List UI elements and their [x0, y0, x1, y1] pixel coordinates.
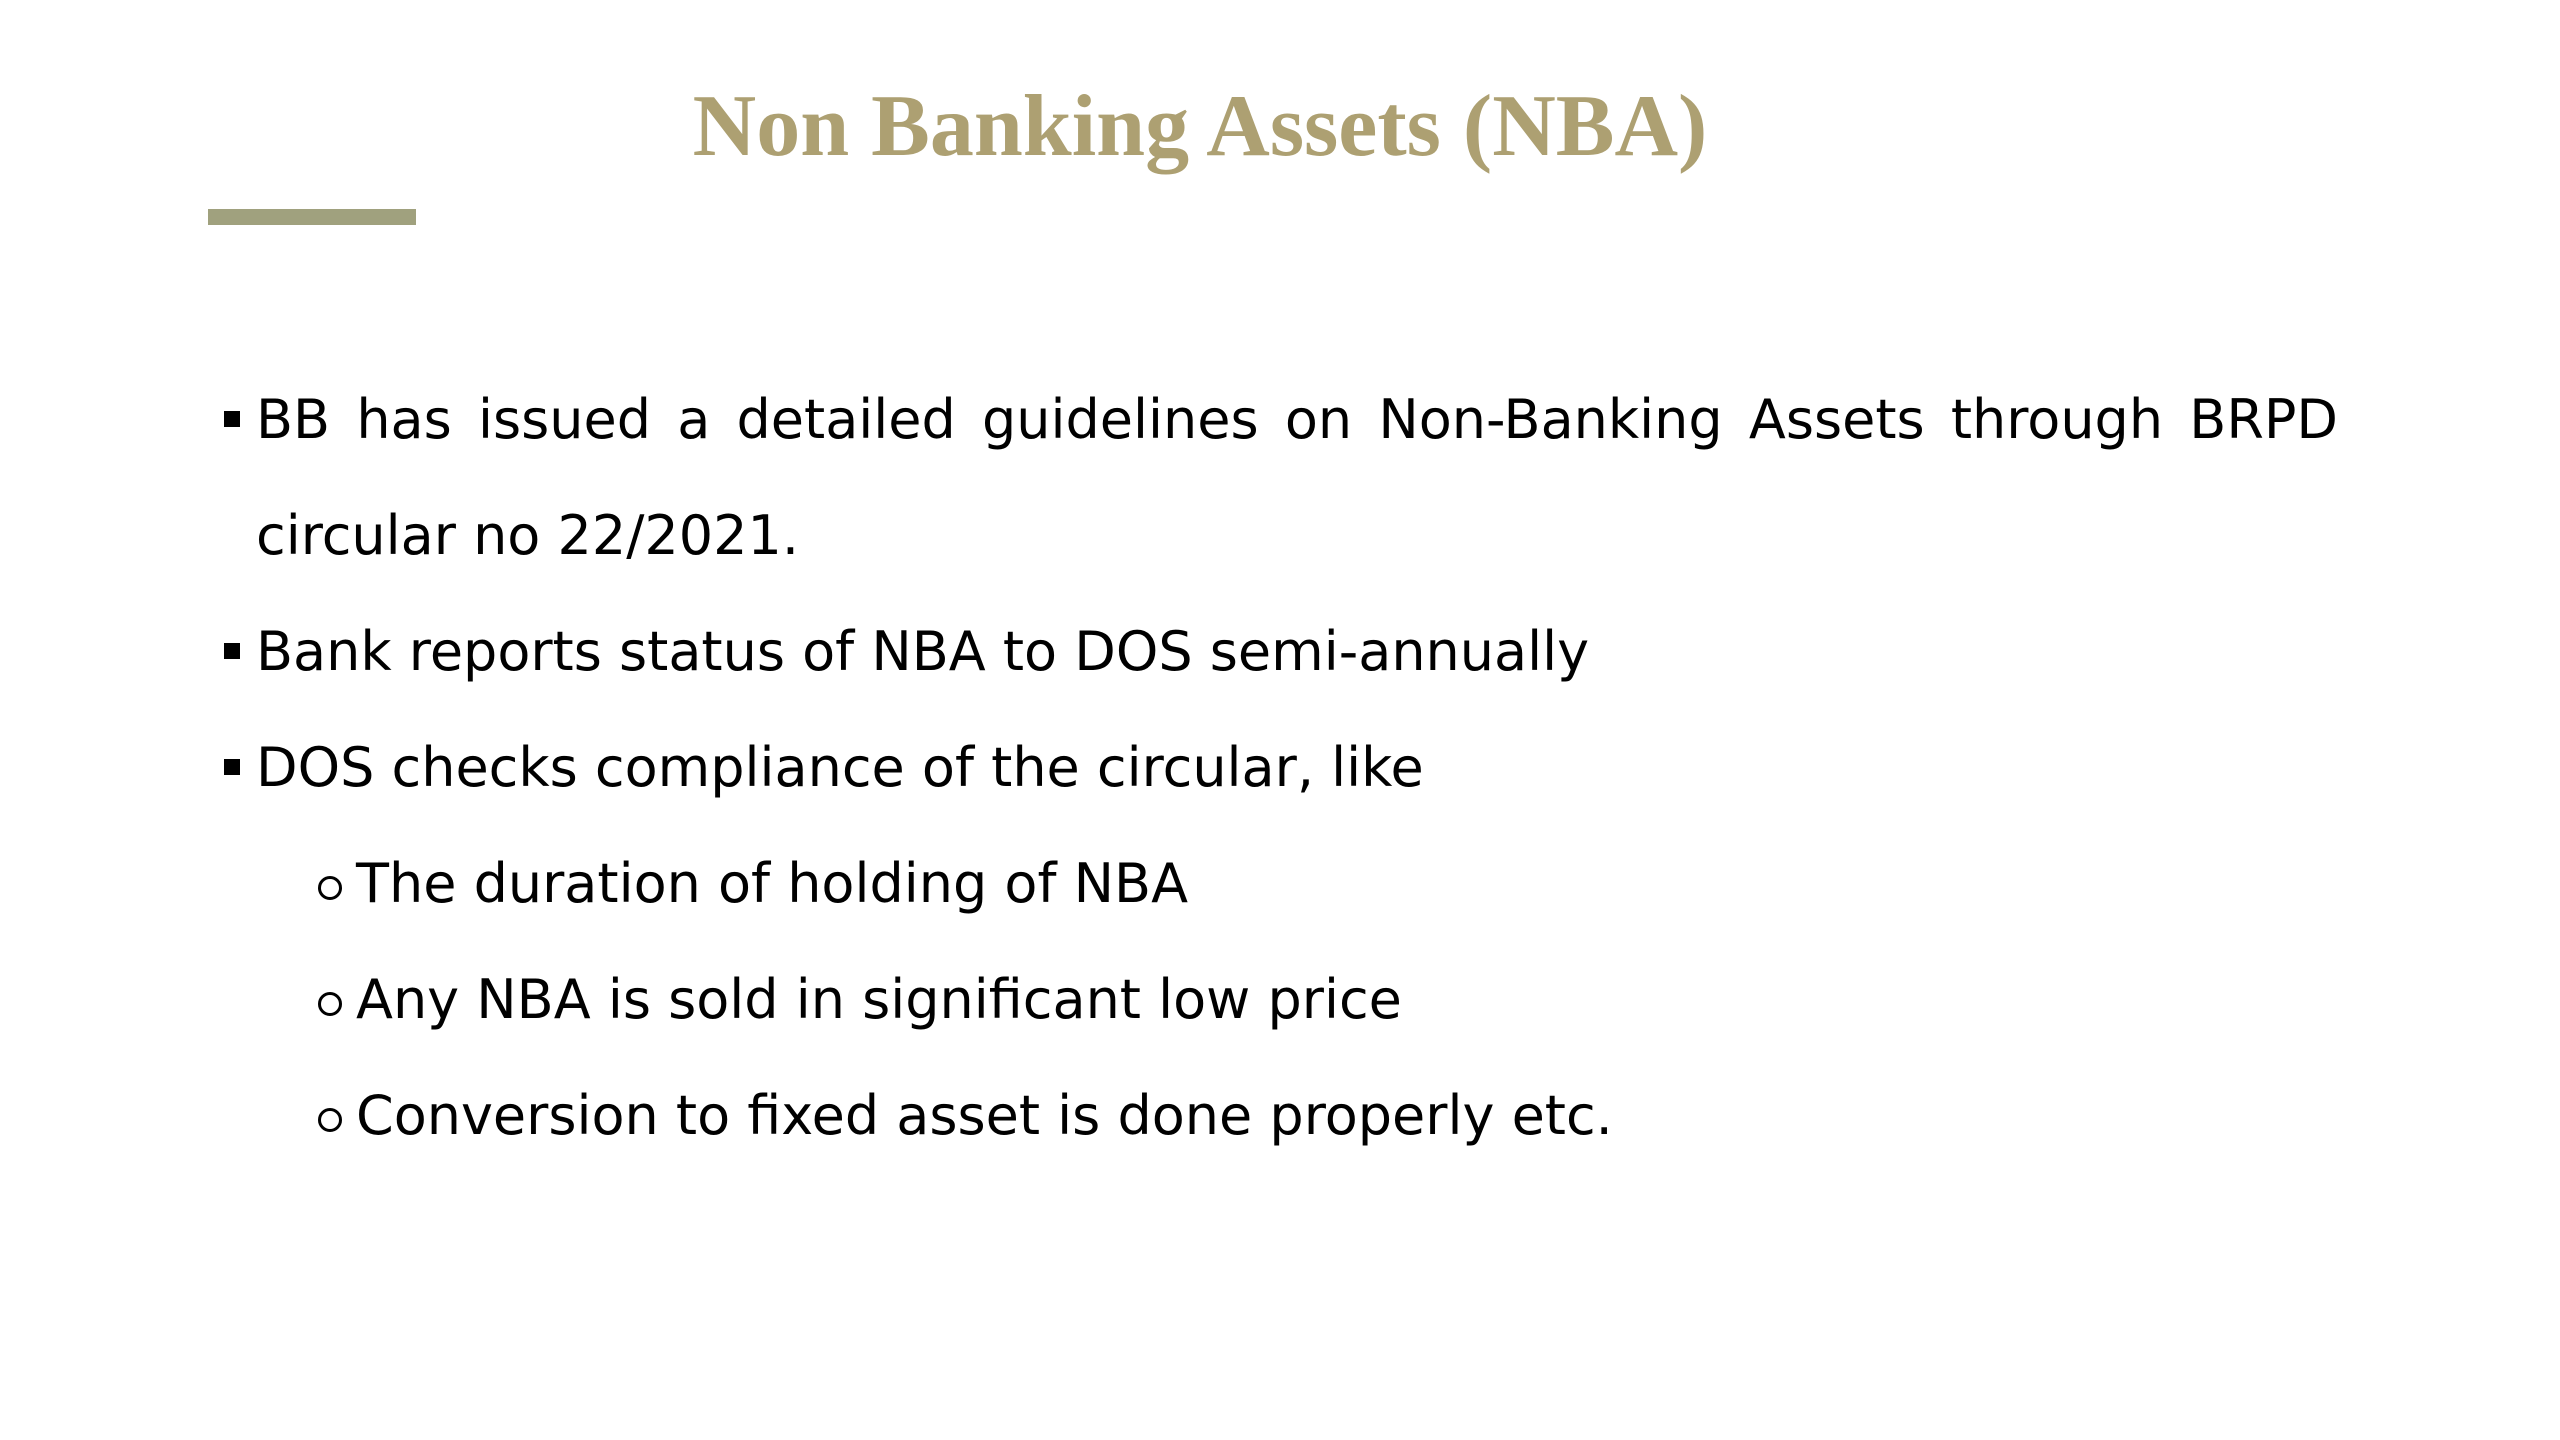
bullet-text: Bank reports status of NBA to DOS semi-annually [256, 620, 1590, 683]
bullet-text: DOS checks compliance of the circular, like [256, 736, 1424, 799]
sub-bullet-text: Any NBA is sold in significant low price [356, 968, 1402, 1031]
bullet-item [218, 362, 2338, 594]
sub-bullet-item [218, 1058, 2338, 1174]
bullet-list [218, 362, 2338, 1174]
circle-bullet-icon [318, 876, 342, 900]
circle-bullet-icon [318, 992, 342, 1016]
sub-bullet-text: The duration of holding of NBA [356, 852, 1189, 915]
slide-title: Non Banking Assets (NBA) [692, 78, 1708, 175]
bullet-text: BB has issued a detailed guidelines on Non-Banking Assets through BRPD circular no 22/2021. [256, 388, 2338, 567]
title-accent-bar [208, 209, 416, 225]
square-bullet-icon [224, 759, 240, 775]
sub-bullet-text: Conversion to fixed asset is done properly etc. [356, 1084, 1613, 1147]
circle-bullet-icon [318, 1108, 342, 1132]
bullet-item [218, 710, 2338, 826]
square-bullet-icon [224, 643, 240, 659]
sub-bullet-item [218, 942, 2338, 1058]
bullet-item [218, 594, 2338, 710]
sub-bullet-item [218, 826, 2338, 942]
square-bullet-icon [224, 411, 240, 427]
